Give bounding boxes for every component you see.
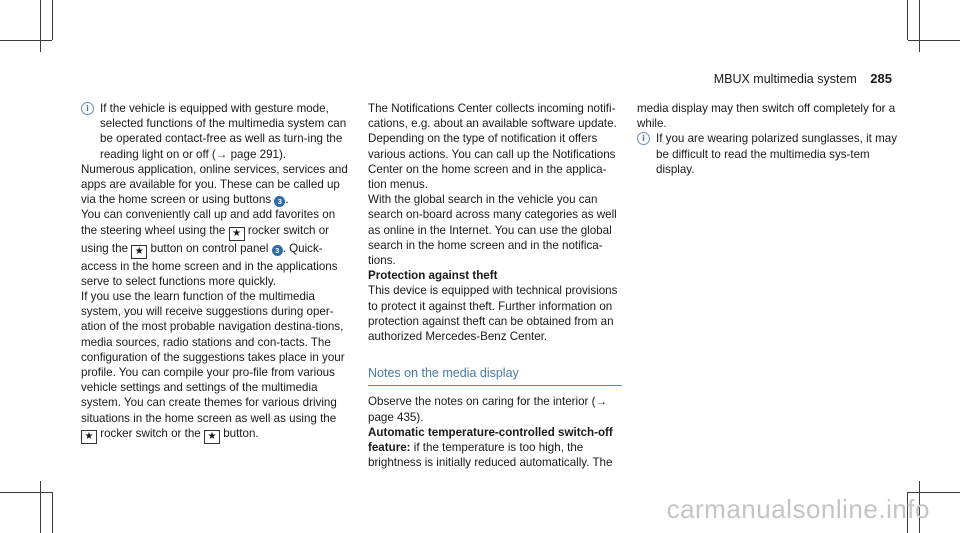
section-title: Notes on the media display bbox=[368, 366, 622, 386]
crop-mark bbox=[52, 0, 53, 40]
text-run: page 435). bbox=[368, 410, 424, 424]
text-run: button on control panel bbox=[147, 241, 272, 255]
text-run: With the global search in the vehicle you can search on-board across many categories as well as online in the Internet. You can use the global search in the home screen and in the notifica-tions. bbox=[368, 193, 617, 268]
watermark: carmanualsonline.info bbox=[666, 494, 930, 524]
text-run: Observe the notes on caring for the interior ( bbox=[368, 395, 596, 409]
text-run: The Notifications Center collects incoming notifi-cations, e.g. about an available software update. Depending on the type of notification it offers various actions. You can call up the Notifications Center on the home screen and in the applica-tion menus. bbox=[368, 102, 617, 192]
text-run: rocker switch or the bbox=[97, 426, 204, 440]
crop-mark bbox=[0, 492, 52, 493]
note-gesture bbox=[81, 101, 354, 162]
crop-mark bbox=[0, 40, 52, 41]
text-run: media display may then switch off completely for a while. bbox=[637, 102, 896, 131]
text-run: . bbox=[285, 193, 289, 207]
paragraph-applications bbox=[81, 162, 354, 208]
text-run: page 291). bbox=[227, 147, 287, 161]
text-run: If you are wearing polarized sunglasses, it may be difficult to read the multimedia sys-tem display. bbox=[656, 132, 898, 176]
crop-mark bbox=[908, 492, 960, 493]
star-key-icon: ★ bbox=[131, 245, 147, 259]
star-key-icon: ★ bbox=[229, 227, 245, 241]
paragraph-auto-switchoff bbox=[368, 425, 622, 471]
paragraph-notifications bbox=[368, 101, 622, 192]
page-number: 285 bbox=[870, 71, 892, 86]
paragraph-interior-care bbox=[368, 394, 622, 424]
protection-heading: Protection against theft bbox=[368, 269, 498, 283]
page-header bbox=[714, 71, 892, 86]
crop-mark bbox=[40, 481, 41, 533]
arrow-icon: → bbox=[215, 147, 228, 161]
info-icon: i bbox=[81, 102, 94, 115]
text-run: Numerous application, online services, services and apps are available for you. These can be called up via the home screen or using buttons bbox=[81, 162, 348, 207]
text-run: If you use the learn function of the multimedia system, you will receive suggestions during oper-ation of the most probable navigation destina-tions, media sources, radio stations and con-tacts. The configuration of the suggestions takes place in your profile. You can compile your pro-file from various vehicle settings and settings of the multimedia system. You can create themes for various driving situations in the home screen as well as using the bbox=[81, 290, 345, 425]
paragraph-display-off bbox=[637, 101, 899, 131]
text-run: rocker switch or using the bbox=[81, 223, 330, 255]
star-key-icon: ★ bbox=[81, 430, 97, 444]
text-run: You can conveniently call up and add favorites on the steering wheel using the bbox=[81, 208, 336, 237]
crop-mark bbox=[52, 492, 53, 533]
header-title: MBUX multimedia system bbox=[713, 72, 857, 86]
number-badge-icon: 3 bbox=[272, 245, 283, 256]
bold-text: Automatic temperature-controlled switch-off feature: bbox=[368, 425, 613, 455]
paragraph-learn-function bbox=[81, 289, 354, 444]
text-run: . Quick-access in the home screen and in the applications serve to select functions more quickly. bbox=[81, 241, 338, 288]
paragraph-favorites bbox=[81, 207, 354, 289]
text-run: This device is equipped with technical provisions to protect it against theft. Further information on protection against theft can be obtained from an authorized Mercedes-Benz Center. bbox=[368, 284, 618, 344]
info-icon: i bbox=[637, 132, 650, 145]
crop-mark bbox=[908, 40, 960, 41]
text-run: If the vehicle is equipped with gesture mode, selected functions of the multimedia system can be operated contact-free as well as turn-ing the reading light on or off ( bbox=[100, 102, 347, 161]
crop-mark bbox=[907, 0, 908, 40]
column-left bbox=[81, 101, 354, 444]
arrow-icon: → bbox=[595, 395, 608, 409]
text-run: if the temperature is too high, the brightness is initially reduced automatically. The bbox=[368, 441, 613, 470]
crop-mark bbox=[40, 0, 41, 52]
column-right bbox=[637, 101, 899, 177]
crop-mark bbox=[919, 0, 920, 52]
column-middle bbox=[368, 101, 622, 470]
note-sunglasses bbox=[637, 131, 899, 177]
text-run: button. bbox=[219, 426, 259, 440]
note-sunglasses-text bbox=[656, 132, 897, 175]
paragraph-protection bbox=[368, 283, 622, 344]
number-badge-icon: 3 bbox=[274, 196, 285, 207]
paragraph-global-search bbox=[368, 192, 622, 268]
star-key-icon: ★ bbox=[204, 430, 220, 444]
note-gesture-text bbox=[100, 102, 346, 161]
